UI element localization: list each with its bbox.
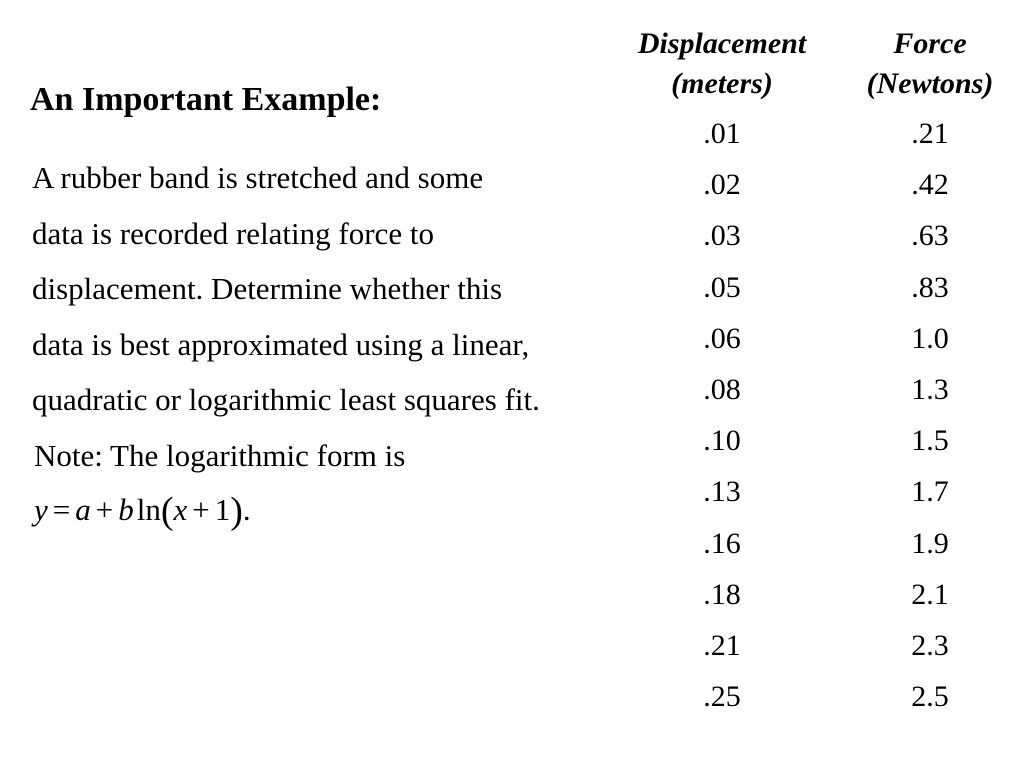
- header-force: [840, 24, 1020, 108]
- displacement-cell: .13: [703, 475, 741, 509]
- displacement-cell: .18: [703, 577, 741, 611]
- data-table: [612, 24, 1024, 722]
- formula-period: .: [242, 492, 251, 527]
- formula-x: x: [173, 492, 188, 527]
- statement-line: data is recorded relating force to: [32, 215, 434, 251]
- table-row: [612, 466, 1024, 517]
- statement-line: displacement. Determine whether this: [32, 271, 503, 306]
- logarithmic-formula: [34, 482, 251, 539]
- formula-one: 1: [214, 492, 231, 527]
- formula-right-paren: ): [230, 490, 243, 532]
- displacement-cell: .02: [703, 168, 741, 202]
- statement-line: quadratic or logarithmic least squares fit.: [32, 382, 540, 417]
- force-cell: .42: [911, 168, 949, 202]
- force-cell: 2.1: [911, 577, 949, 611]
- displacement-cell: .10: [703, 424, 741, 458]
- header-force-unit: (Newtons): [866, 67, 994, 100]
- problem-statement: [32, 150, 652, 483]
- statement-line: A rubber band is stretched and some: [32, 160, 484, 195]
- force-cell: .21: [911, 117, 949, 150]
- force-cell: 1.7: [911, 475, 949, 509]
- table-row: [612, 210, 1024, 261]
- displacement-cell: .01: [703, 117, 741, 150]
- table-row: [612, 159, 1024, 210]
- header-displacement-unit: (meters): [671, 67, 773, 100]
- force-cell: 2.5: [911, 680, 949, 714]
- header-displacement: [612, 24, 832, 108]
- displacement-cell: .08: [703, 372, 741, 406]
- formula-a: a: [75, 492, 91, 527]
- force-cell: 1.3: [911, 372, 949, 406]
- formula-left-paren: (: [160, 490, 174, 532]
- table-row: [612, 671, 1024, 722]
- statement-line: data is best approximated using a linear,: [32, 326, 530, 362]
- formula-plus: +: [95, 492, 114, 527]
- header-displacement-label: Displacement: [637, 27, 807, 60]
- formula-equals: =: [52, 492, 71, 527]
- displacement-cell: .25: [703, 680, 741, 714]
- table-row: [612, 518, 1024, 569]
- force-cell: 1.9: [911, 526, 949, 560]
- force-cell: 1.5: [911, 424, 949, 458]
- formula-ln: ln: [136, 492, 161, 527]
- slide-title: An Important Example:: [30, 81, 382, 118]
- table-row: [612, 569, 1024, 620]
- force-cell: .83: [911, 270, 949, 304]
- formula-plus: +: [192, 492, 210, 527]
- table-header: [612, 24, 1024, 108]
- force-cell: .63: [911, 219, 949, 253]
- formula-y: y: [34, 492, 48, 527]
- displacement-cell: .03: [703, 219, 741, 253]
- displacement-cell: .05: [703, 270, 741, 304]
- displacement-cell: .21: [703, 628, 741, 662]
- force-cell: 1.0: [911, 321, 949, 355]
- table-row: [612, 262, 1024, 313]
- formula-b: b: [118, 492, 134, 527]
- force-cell: 2.3: [911, 628, 949, 662]
- header-force-label: Force: [893, 27, 967, 60]
- table-row: [612, 415, 1024, 466]
- table-row: [612, 108, 1024, 159]
- displacement-cell: .16: [703, 526, 741, 560]
- table-row: [612, 313, 1024, 364]
- table-body: [612, 108, 1024, 722]
- table-row: [612, 620, 1024, 671]
- table-row: [612, 364, 1024, 415]
- displacement-cell: .06: [703, 321, 741, 355]
- statement-line: Note: The logarithmic form is: [34, 437, 406, 473]
